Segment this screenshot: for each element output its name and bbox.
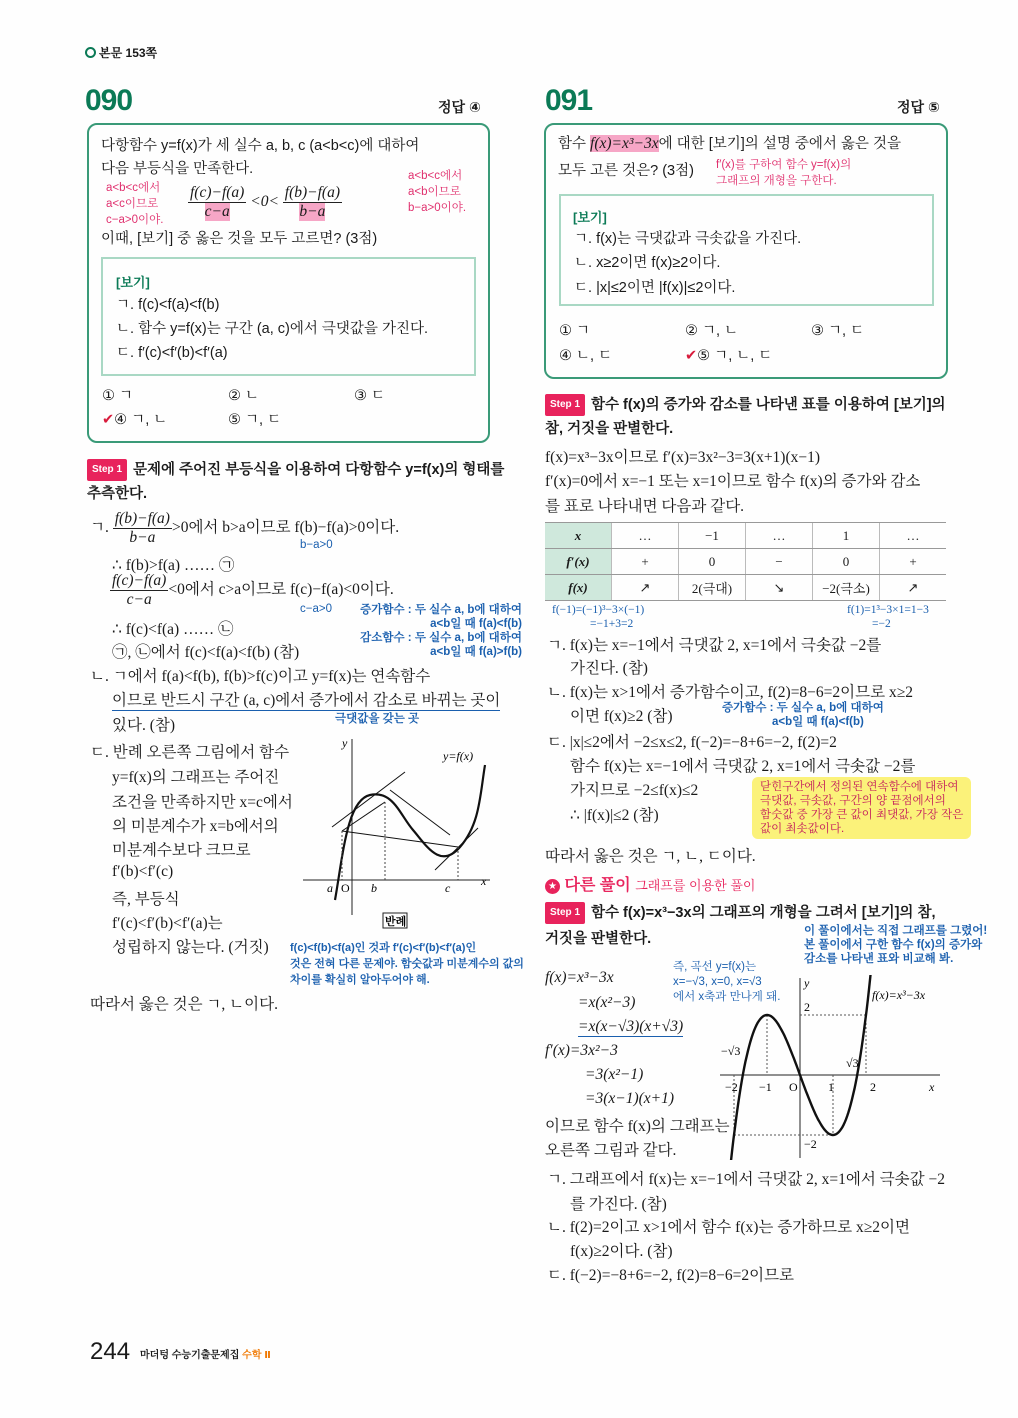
table-cell: −2(극소) bbox=[813, 575, 880, 601]
table-cell: + bbox=[880, 549, 947, 575]
yellow-note bbox=[752, 777, 971, 839]
solution-line: ㄷ. f(−2)=−8+6=−2, f(2)=8−6=2이므로 bbox=[547, 1267, 795, 1284]
bogi-title: [보기] bbox=[116, 275, 150, 290]
table-cell: −1 bbox=[679, 523, 746, 549]
table-row bbox=[545, 575, 946, 601]
solution-line: 이면 f(x)≥2 (참) bbox=[570, 708, 673, 725]
solution-line: 를 가진다. (참) bbox=[570, 1196, 667, 1213]
y-label: y bbox=[804, 976, 810, 990]
table-header: f(x) bbox=[545, 575, 612, 601]
denominator: c−a bbox=[126, 591, 152, 608]
solution-line: ㄷ. |x|≤2에서 −2≤x≤2, f(−2)=−8+6=−2, f(2)=2 bbox=[547, 734, 837, 751]
table-cell: + bbox=[612, 549, 679, 575]
table-cell: 0 bbox=[679, 549, 746, 575]
highlighted-function: f(x)=x³−3x bbox=[590, 135, 659, 152]
step-title: 문제에 주어진 부등식을 이용하여 다항함수 y=f(x)의 형태를 bbox=[133, 462, 505, 478]
step-badge: Step 1 bbox=[545, 394, 585, 416]
table-note-left bbox=[552, 603, 644, 631]
equation-line: 이므로 함수 f(x)의 그래프는 bbox=[545, 1118, 730, 1135]
note bbox=[722, 701, 884, 729]
problem-stem-2: 다음 부등식을 만족한다. bbox=[101, 161, 254, 177]
table-cell: ↘ bbox=[746, 575, 813, 601]
table-cell: 2(극대) bbox=[679, 575, 746, 601]
table-cell: 0 bbox=[813, 549, 880, 575]
line-text: >0에서 b>a이므로 f(b)−f(a)>0이다. bbox=[171, 519, 400, 537]
increase-decrease-table bbox=[545, 522, 946, 601]
x-tick: 2 bbox=[870, 1080, 876, 1094]
choice-1[interactable]: ① ㄱ bbox=[102, 388, 134, 404]
note-line: =−1+3=2 bbox=[590, 618, 634, 630]
equation-line: =3(x²−1) bbox=[585, 1066, 644, 1083]
solution-line: 를 표로 나타내면 다음과 같다. bbox=[545, 498, 745, 515]
x-label: x bbox=[929, 1080, 935, 1094]
tick-c: c bbox=[445, 881, 451, 895]
equation-line: =x(x²−3) bbox=[578, 994, 636, 1011]
note-line: a<b일 때 f(a)>f(b) bbox=[430, 646, 522, 658]
note-line: 그래프의 개형을 구한다. bbox=[716, 175, 837, 187]
note-line: 닫힌구간에서 정의된 연속함수에 대하여 bbox=[760, 781, 959, 793]
y-tick: 2 bbox=[804, 1000, 810, 1014]
solution-line: y=f(x)의 그래프는 주어진 bbox=[112, 769, 280, 786]
equation-line: =3(x−1)(x+1) bbox=[585, 1090, 675, 1107]
bogi-item: ㄴ. 함수 y=f(x)는 구간 (a, c)에서 극댓값을 가진다. bbox=[116, 321, 429, 337]
choice-label: ⑤ ㄱ, ㄴ, ㄷ bbox=[697, 348, 773, 364]
note-line: 본 풀이에서 구한 함수 f(x)의 증가와 bbox=[804, 939, 983, 951]
checkmark-icon: ✔ bbox=[102, 412, 115, 428]
curve-label: f(x)=x³−3x bbox=[872, 988, 926, 1002]
equation-line: 오른쪽 그림과 같다. bbox=[545, 1142, 677, 1159]
solution-line: ㄴ. f(2)=2이고 x>1에서 함수 f(x)는 증가하므로 x≥2이면 bbox=[547, 1219, 910, 1236]
numerator: f(b)−f(a) bbox=[114, 510, 170, 527]
note bbox=[290, 940, 524, 988]
step-badge: Step 1 bbox=[545, 902, 585, 924]
note-line: f(1)=1³−3×1=1−3 bbox=[847, 604, 929, 616]
solution-line: ㄱ. f(x)는 x=−1에서 극댓값 2, x=1에서 극솟값 −2를 bbox=[547, 637, 882, 654]
step-title-cont: 거짓을 판별한다. bbox=[545, 931, 652, 947]
table-note-right bbox=[847, 603, 929, 631]
solution-line: ∴ f(b)>f(a) …… ㉠ bbox=[112, 557, 235, 574]
circle-icon bbox=[85, 47, 96, 58]
page-reference bbox=[85, 44, 157, 61]
solution-line: 미분계수보다 크므로 bbox=[112, 842, 251, 859]
inequality bbox=[188, 184, 342, 221]
solution-line: ㄴ. ㄱ에서 f(a)<f(b), f(b)>f(c)이고 y=f(x)는 연속함수 bbox=[90, 668, 431, 685]
problem-stem-3: 이때, [보기] 중 옳은 것을 모두 고르면? (3점) bbox=[101, 231, 378, 247]
stem-text: 에 대한 [보기]의 설명 중에서 옳은 것을 bbox=[658, 136, 901, 152]
step-heading bbox=[545, 902, 936, 924]
bogi-item: ㄴ. x≥2이면 f(x)≥2이다. bbox=[574, 255, 721, 271]
fraction bbox=[113, 510, 172, 547]
note-line: =−2 bbox=[872, 618, 891, 630]
note-line: x=−√3, x=0, x=√3 bbox=[673, 976, 762, 988]
table-cell: ↗ bbox=[612, 575, 679, 601]
note-line: 극댓값, 극솟값, 구간의 양 끝점에서의 bbox=[760, 795, 946, 807]
cubic-graph bbox=[715, 975, 955, 1160]
note-line: 차이를 확실히 알아두어야 해. bbox=[290, 974, 430, 986]
note-line: a<b<c에서 bbox=[106, 182, 161, 194]
question-number: 090 bbox=[85, 84, 133, 117]
alt-subtitle: 그래프를 이용한 풀이 bbox=[635, 878, 756, 893]
note-right bbox=[408, 168, 466, 216]
note-left bbox=[106, 180, 163, 228]
question-number: 091 bbox=[545, 84, 593, 117]
note: c−a>0 bbox=[300, 603, 332, 615]
numerator: f(b)−f(a) bbox=[284, 184, 340, 201]
note-line: 감소를 나타낸 표와 비교해 봐. bbox=[804, 953, 954, 965]
note-line: 즉, 곡선 y=f(x)는 bbox=[673, 961, 757, 973]
step-heading bbox=[545, 394, 946, 416]
secant-ac bbox=[342, 831, 458, 847]
fraction bbox=[110, 572, 168, 609]
choice-2[interactable]: ② ㄱ, ㄴ bbox=[685, 323, 739, 339]
table-header: f′(x) bbox=[545, 549, 612, 575]
alt-title: 다른 풀이 bbox=[564, 877, 631, 894]
step-title: 함수 f(x)의 증가와 감소를 나타낸 표를 이용하여 [보기]의 bbox=[591, 397, 946, 413]
star-icon: ★ bbox=[545, 879, 560, 894]
table-cell: ↗ bbox=[880, 575, 947, 601]
choice-4[interactable] bbox=[102, 410, 167, 430]
choice-3[interactable]: ③ ㄷ bbox=[354, 388, 386, 404]
choice-1[interactable]: ① ㄱ bbox=[559, 323, 591, 339]
solution-line: 의 미분계수가 x=b에서의 bbox=[112, 818, 279, 835]
choice-label: ④ ㄱ, ㄴ bbox=[114, 412, 168, 428]
equation-line: f′(x)=3x²−3 bbox=[545, 1042, 618, 1059]
choice-4[interactable]: ④ ㄴ, ㄷ bbox=[559, 348, 613, 364]
note-line: a<b이므로 bbox=[408, 186, 461, 198]
solution-line: 있다. (참) bbox=[112, 717, 175, 734]
fraction bbox=[188, 184, 246, 221]
problem-stem-2: 모두 고른 것은? (3점) bbox=[558, 163, 694, 179]
numerator: f(c)−f(a) bbox=[190, 184, 245, 201]
tick-b: b bbox=[371, 881, 377, 895]
tangent-b bbox=[390, 790, 450, 835]
note-line: 증가함수 : 두 실수 a, b에 대하여 bbox=[722, 702, 884, 714]
solution-line: 즉, 부등식 bbox=[112, 891, 180, 908]
step-title-cont: 추측한다. bbox=[87, 486, 148, 502]
table-header: x bbox=[545, 523, 612, 549]
denominator: b−a bbox=[129, 529, 156, 546]
solution-line: 함수 f(x)는 x=−1에서 극댓값 2, x=1에서 극솟값 −2를 bbox=[570, 758, 916, 775]
tick-a: a bbox=[327, 881, 333, 895]
stem-text: 함수 bbox=[558, 136, 591, 152]
note: b−a>0 bbox=[300, 539, 333, 551]
note bbox=[716, 157, 851, 189]
x-tick: −2 bbox=[725, 1080, 738, 1094]
note-line: b−a>0이야. bbox=[408, 202, 467, 214]
note-line: 값이 최솟값이다. bbox=[760, 823, 845, 835]
note-line: a<c이므로 bbox=[106, 198, 159, 210]
solution-line: f′(x)=0에서 x=−1 또는 x=1이므로 함수 f(x)의 증가와 감소 bbox=[545, 473, 921, 490]
inequality-middle: <0< bbox=[250, 193, 279, 211]
problem-stem-1 bbox=[558, 134, 901, 154]
solution-line: ∴ f(c)<f(a) …… ㉡ bbox=[112, 621, 234, 638]
caption: 반례 bbox=[385, 916, 407, 928]
table-cell: 1 bbox=[813, 523, 880, 549]
table-cell: … bbox=[746, 523, 813, 549]
step-title-cont: 참, 거짓을 판별한다. bbox=[545, 421, 674, 437]
table-row bbox=[545, 549, 946, 575]
fraction bbox=[283, 184, 342, 221]
solution-line bbox=[110, 572, 394, 609]
choice-5[interactable]: ⑤ ㄱ, ㄷ bbox=[228, 412, 282, 428]
answer-label: 정답 ⑤ bbox=[897, 99, 940, 115]
root-label: √3 bbox=[846, 1056, 859, 1070]
step-badge: Step 1 bbox=[87, 459, 127, 481]
bogi-item: ㄷ. f′(c)<f′(b)<f′(a) bbox=[116, 345, 228, 361]
solution-line: 가지므로 −2≤f(x)≤2 bbox=[570, 782, 699, 799]
conclusion: 따라서 옳은 것은 ㄱ, ㄴ이다. bbox=[90, 996, 278, 1013]
table-cell: … bbox=[880, 523, 947, 549]
solution-line: f(x)≥2이다. (참) bbox=[570, 1243, 673, 1260]
note-line: a<b일 때 f(a)<f(b) bbox=[772, 716, 864, 728]
subject: 수학 Ⅱ bbox=[242, 1350, 271, 1361]
solution-line: ㄱ. 그래프에서 f(x)는 x=−1에서 극댓값 2, x=1에서 극솟값 −2 bbox=[547, 1171, 945, 1188]
increasing-function-note bbox=[360, 603, 522, 659]
alt-solution-heading bbox=[545, 872, 755, 895]
note-line: a<b<c에서 bbox=[408, 170, 463, 182]
choice-3[interactable]: ③ ㄱ, ㄷ bbox=[811, 323, 865, 339]
equation-line: =x(x−√3)(x+√3) bbox=[578, 1018, 684, 1035]
problem-stem-1: 다항함수 y=f(x)가 세 실수 a, b, c (a<b<c)에 대하여 bbox=[101, 138, 420, 154]
conclusion: 따라서 옳은 것은 ㄱ, ㄴ, ㄷ이다. bbox=[545, 848, 756, 865]
note-line: a<b일 때 f(a)<f(b) bbox=[430, 618, 522, 630]
origin-label: O bbox=[341, 881, 350, 895]
note-line: 감소함수 : 두 실수 a, b에 대하여 bbox=[360, 632, 522, 644]
solution-line: 성립하지 않는다. (거짓) bbox=[112, 939, 269, 956]
page-number: 244 bbox=[90, 1338, 131, 1365]
denominator: b−a bbox=[299, 203, 326, 220]
counterexample-graph bbox=[295, 735, 495, 930]
solution-line: ㄱ. $\frac{f(b)-f(a)}{b-a}$ >0에서 b>a이므로 f(b)−f(a)>0이다. bbox=[90, 510, 400, 546]
solution-line: 가진다. (참) bbox=[570, 660, 648, 677]
solution-line: f′(c)<f′(b)<f′(a)는 bbox=[112, 915, 223, 932]
x-label: x bbox=[481, 874, 487, 888]
solution-line: ㄴ. f(x)는 x>1에서 증가함수이고, f(2)=8−6=2이므로 x≥2 bbox=[547, 684, 913, 701]
footer-book bbox=[140, 1346, 271, 1361]
y-label: y bbox=[342, 736, 348, 750]
curve-label: y=f(x) bbox=[443, 749, 474, 763]
checkmark-icon: ✔ bbox=[685, 348, 698, 364]
denominator: c−a bbox=[204, 203, 230, 220]
tangent-a bbox=[332, 772, 405, 827]
tangent-c bbox=[435, 828, 478, 870]
line-text: <0에서 c>a이므로 f(c)−f(a)<0이다. bbox=[168, 581, 394, 599]
solution-line: f(x)=x³−3x이므로 f′(x)=3x²−3=3(x+1)(x−1) bbox=[545, 449, 821, 466]
secant-ab bbox=[342, 802, 385, 831]
note bbox=[804, 924, 987, 966]
note-line: c−a>0이야. bbox=[106, 214, 164, 226]
answer-label: 정답 ④ bbox=[438, 99, 481, 115]
x-tick: 1 bbox=[828, 1080, 834, 1094]
note-line: 증가함수 : 두 실수 a, b에 대하여 bbox=[360, 604, 522, 616]
solution-line: 이므로 반드시 구간 (a, c)에서 증가에서 감소로 바뀌는 곳이 bbox=[112, 688, 500, 711]
book-title: 마더텅 수능기출문제집 bbox=[140, 1350, 240, 1361]
table-row bbox=[545, 523, 946, 549]
solution-line: ㉠, ㉡에서 f(c)<f(a)<f(b) (참) bbox=[112, 644, 300, 661]
note-line: 에서 x축과 만나게 돼. bbox=[673, 991, 781, 1003]
root-label: −√3 bbox=[721, 1044, 741, 1058]
step-heading bbox=[87, 459, 504, 481]
step-title: 함수 f(x)=x³−3x의 그래프의 개형을 그려서 [보기]의 참, bbox=[591, 905, 936, 921]
table-cell: … bbox=[612, 523, 679, 549]
origin-label: O bbox=[789, 1080, 798, 1094]
bogi-item: ㄱ. f(x)는 극댓값과 극솟값을 가진다. bbox=[574, 231, 802, 247]
note-line: 것은 전혀 다른 문제야. 함숫값과 미분계수의 값의 bbox=[290, 958, 524, 970]
y-tick: −2 bbox=[804, 1137, 817, 1151]
solution-line: ∴ |f(x)|≤2 (참) bbox=[570, 807, 659, 824]
note-line: 함숫값 중 가장 큰 값이 최댓값, 가장 작은 bbox=[760, 809, 964, 821]
note-line: 이 풀이에서는 직접 그래프를 그렸어! bbox=[804, 925, 988, 937]
reference-text: 본문 153쪽 bbox=[99, 46, 158, 60]
solution-line: ㄷ. 반례 오른쪽 그림에서 함수 bbox=[90, 744, 290, 761]
note-line: f(c)<f(b)<f(a)인 것과 f′(c)<f′(b)<f′(a)인 bbox=[290, 942, 477, 954]
note-line: f′(x)를 구하여 함수 y=f(x)의 bbox=[716, 159, 852, 171]
bogi-title: [보기] bbox=[573, 210, 607, 225]
numerator: f(c)−f(a) bbox=[112, 572, 167, 589]
choice-2[interactable]: ② ㄴ bbox=[228, 388, 260, 404]
table-cell: − bbox=[746, 549, 813, 575]
solution-line: f′(b)<f′(c) bbox=[112, 863, 174, 880]
note: 극댓값을 갖는 곳 bbox=[335, 713, 420, 725]
solution-line: 조건을 만족하지만 x=c에서 bbox=[112, 794, 293, 811]
equation-line: f(x)=x³−3x bbox=[545, 969, 614, 986]
x-tick: −1 bbox=[759, 1080, 772, 1094]
note-line: f(−1)=(−1)³−3×(−1) bbox=[552, 604, 645, 616]
bogi-item: ㄱ. f(c)<f(a)<f(b) bbox=[116, 297, 220, 313]
choice-5[interactable] bbox=[685, 346, 772, 366]
bogi-item: ㄷ. |x|≤2이면 |f(x)|≤2이다. bbox=[574, 280, 736, 296]
